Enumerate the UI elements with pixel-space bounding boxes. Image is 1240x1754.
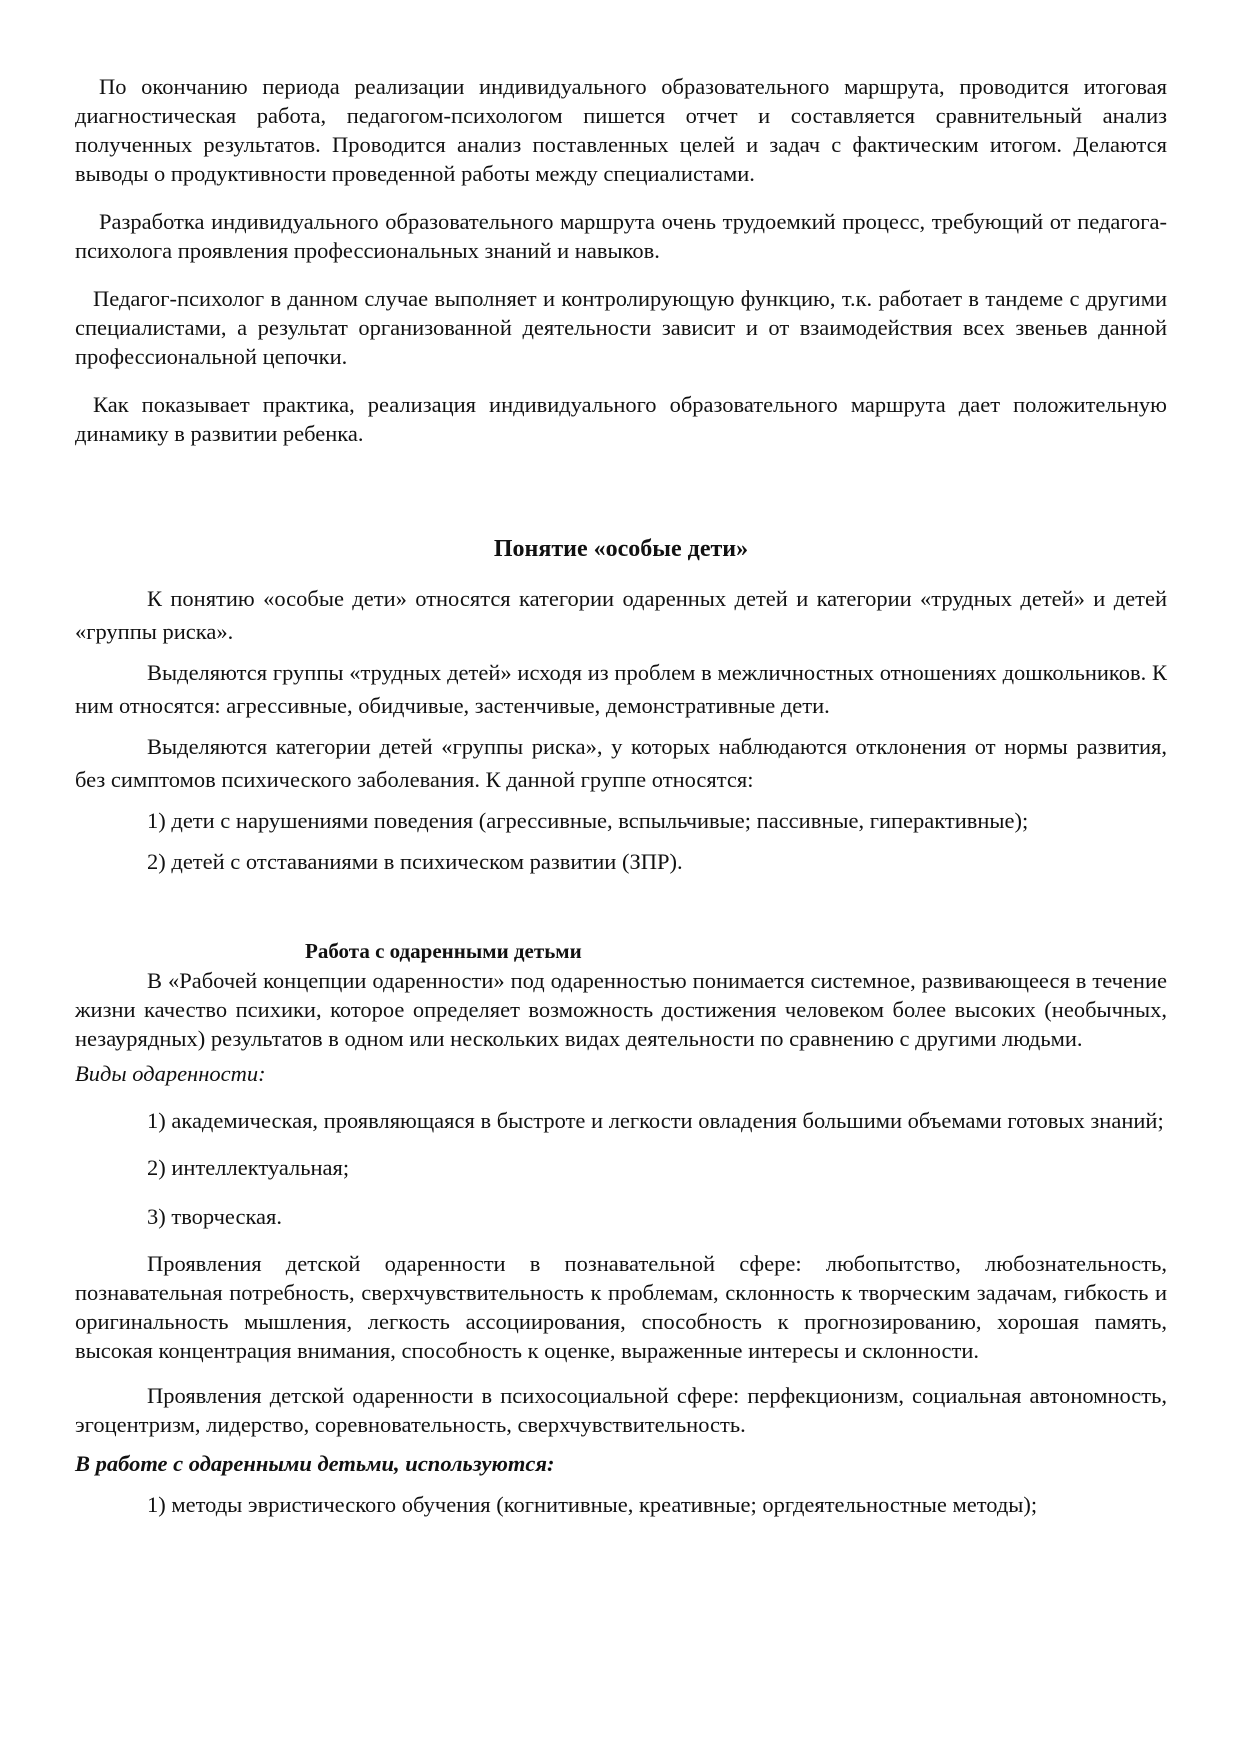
paragraph-special-children-definition: К понятию «особые дети» относятся категории одаренных детей и категории «трудных детей» и детей «группы риска». xyxy=(75,586,1167,644)
paragraph-risk-group: Выделяются категории детей «группы риска», у которых наблюдаются отклонения от нормы развития, без симптомов психического заболевания. К данной группе относятся: xyxy=(75,734,1167,792)
list-item-developmental-delay: 2) детей с отставаниями в психическом развитии (ЗПР). xyxy=(147,849,683,874)
paragraph-control-function: Педагог-психолог в данном случае выполняет и контролирующую функцию, т.к. работает в тандеме с другими специалистами, а результат организованной деятельности зависит и от взаимодействия всех звеньев данной профессиональной цепочки. xyxy=(75,286,1167,369)
paragraph-cognitive-manifestations: Проявления детской одаренности в познавательной сфере: любопытство, любознательность, познавательная потребность, сверхчувствительность к проблемам, склонность к творческим задачам, гибкость и оригинальность мышления, легкость ассоциирования, способность к прогнозированию, хорошая память, высокая концентрация внимания, способность к оценке, выраженные интересы и склонности. xyxy=(75,1251,1167,1363)
paragraph-final-diagnostics: По окончанию периода реализации индивидуального образовательного маршрута, проводится итоговая диагностическая работа, педагогом-психологом пишется отчет и составляется сравнительный анализ полученных результатов. Проводится анализ поставленных целей и задач с фактическим итогом. Делаются выводы о продуктивности проведенной работы между специалистами. xyxy=(75,74,1167,186)
label-giftedness-types: Виды одаренности: xyxy=(75,1061,266,1086)
section-title-gifted-children: Работа с одаренными детьми xyxy=(305,939,582,963)
document-page xyxy=(75,72,1167,1521)
paragraph-difficult-children: Выделяются группы «трудных детей» исходя из проблем в межличностных отношениях дошкольников. К ним относятся: агрессивные, обидчивые, застенчивые, демонстративные дети. xyxy=(75,660,1167,718)
list-item-intellectual: 2) интеллектуальная; xyxy=(147,1155,350,1180)
paragraph-giftedness-concept: В «Рабочей концепции одаренности» под одаренностью понимается системное, развивающееся в течение жизни качество психики, которое определяет возможность достижения человеком более высоких (необычных, незаурядных) результатов в одном или нескольких видах деятельности по сравнению с другими людьми. xyxy=(75,968,1167,1051)
list-item-heuristic-methods: 1) методы эвристического обучения (когнитивные, креативные; оргдеятельностные методы); xyxy=(147,1492,1038,1517)
list-item-behavior-disorders: 1) дети с нарушениями поведения (агрессивные, вспыльчивые; пассивные, гиперактивные); xyxy=(147,808,1029,833)
paragraph-practice-result: Как показывает практика, реализация индивидуального образовательного маршрута дает положительную динамику в развитии ребенка. xyxy=(75,392,1167,446)
paragraph-psychosocial-manifestations: Проявления детской одаренности в психосоциальной сфере: перфекционизм, социальная автономность, эгоцентризм, лидерство, соревновательность, сверхчувствительность. xyxy=(75,1383,1167,1437)
list-item-creative: 3) творческая. xyxy=(147,1204,283,1229)
paragraph-route-development: Разработка индивидуального образовательного маршрута очень трудоемкий процесс, требующий от педагога-психолога проявления профессиональных знаний и навыков. xyxy=(75,209,1167,263)
label-methods-used: В работе с одаренными детьми, используются: xyxy=(75,1451,555,1476)
section-title-special-children: Понятие «особые дети» xyxy=(493,536,749,562)
list-item-academic: 1) академическая, проявляющаяся в быстроте и легкости овладения большими объемами готовых знаний; xyxy=(147,1108,1164,1133)
